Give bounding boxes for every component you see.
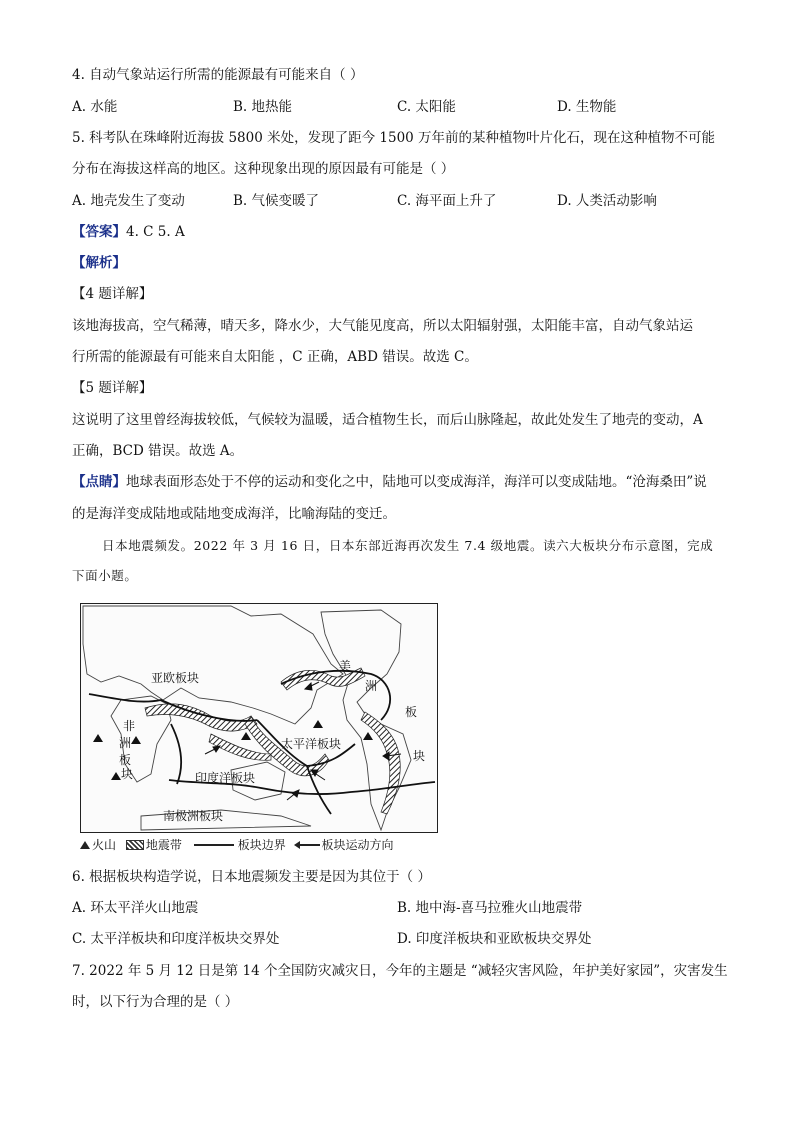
detail4-tag: 【4 题详解】: [72, 286, 153, 302]
answer-text: 4. C 5. A: [126, 224, 185, 240]
q4-option-b: B. 地热能: [233, 99, 293, 115]
quake-belt-legend-icon: [126, 840, 144, 850]
detail5-line1: 这说明了这里曾经海拔较低，气候较为温暖，适合植物生长，而后山脉隆起，故此处发生了地壳的变动，A: [72, 412, 703, 428]
detail4-line2: 行所需的能源最有可能来自太阳能 ，C 正确，ABD 错误。故选 C。: [72, 349, 478, 365]
q4-option-a: A. 水能: [72, 99, 118, 115]
q5-option-b: B. 气候变暖了: [233, 193, 320, 209]
note-line2: 的是海洋变成陆地或陆地变成海洋，比喻海陆的变迁。: [72, 506, 396, 522]
q6-option-d: D. 印度洋板块和亚欧板块交界处: [397, 931, 592, 947]
q5-option-d: D. 人类活动影响: [557, 193, 657, 209]
label-antarctic-plate: 南极洲板块: [163, 809, 224, 823]
answer-line: [72, 223, 185, 241]
q4-option-c: C. 太阳能: [397, 99, 456, 115]
q6-option-b: B. 地中海-喜马拉雅火山地震带: [397, 900, 583, 916]
label-indian-plate: 印度洋板块: [195, 771, 256, 785]
q5-option-c: C. 海平面上升了: [397, 193, 497, 209]
label-american-2: 洲: [365, 679, 378, 693]
q5-option-a: A. 地壳发生了变动: [72, 193, 185, 209]
label-pacific-plate: 太平洋板块: [281, 737, 342, 751]
plate-map: [80, 603, 438, 833]
boundary-legend-icon: [194, 844, 234, 846]
label-african-2: 洲: [119, 736, 132, 750]
legend-boundary: 板块边界: [237, 837, 286, 852]
map-legend: [80, 836, 394, 853]
legend-quake: 地震带: [145, 837, 182, 852]
volcano-legend-icon: [80, 841, 90, 849]
plate-map-svg: [81, 604, 437, 832]
q5-stem-line2: 分布在海拔这样高的地区。这种现象出现的原因最有可能是（ ）: [72, 161, 455, 177]
detail4-line1: 该地海拔高，空气稀薄，晴天多，降水少，大气能见度高，所以太阳辐射强，太阳能丰富，自动气象站运: [72, 318, 693, 334]
label-american-1: 美: [339, 659, 352, 673]
legend-direction: 板块运动方向: [321, 837, 394, 852]
direction-arrow-icon: [298, 844, 320, 846]
detail5-line2: 正确，BCD 错误。故选 A。: [72, 443, 244, 459]
label-eurasian-plate: 亚欧板块: [151, 671, 200, 685]
detail5-tag: 【5 题详解】: [72, 380, 153, 396]
note-line1: [72, 473, 707, 491]
intro-line2: 下面小题。: [72, 568, 138, 583]
note-text-1: 地球表面形态处于不停的运动和变化之中，陆地可以变成海洋，海洋可以变成陆地。“沧海桑田”说: [126, 474, 707, 490]
q4-option-d: D. 生物能: [557, 99, 617, 115]
analysis-tag: 【解析】: [72, 255, 126, 271]
label-american-4: 块: [413, 749, 426, 763]
q5-stem-line1: 5. 科考队在珠峰附近海拔 5800 米处，发现了距今 1500 万年前的某种植物叶片化石，现在这种植物不可能: [72, 130, 716, 146]
label-american-3: 板: [405, 705, 418, 719]
label-african-3: 板: [119, 753, 132, 767]
label-african-1: 非: [123, 719, 136, 733]
label-african-4: 块: [121, 767, 134, 781]
legend-volcano: 火山: [92, 837, 117, 852]
q6-option-a: A. 环太平洋火山地震: [72, 900, 199, 916]
q7-stem-line1: 7. 2022 年 5 月 12 日是第 14 个全国防灾减灾日，今年的主题是 “减轻灾害风险，年护美好家园”，灾害发生: [72, 963, 728, 979]
note-tag: 【点睛】: [72, 474, 126, 490]
q4-stem: 4. 自动气象站运行所需的能源最有可能来自（ ）: [72, 67, 364, 83]
q6-stem: 6. 根据板块构造学说，日本地震频发主要是因为其位于（ ）: [72, 869, 431, 885]
intro-line1: 日本地震频发。2022 年 3 月 16 日，日本东部近海再次发生 7.4 级地震。读六大板块分布示意图，完成: [102, 538, 714, 553]
q7-stem-line2: 时，以下行为合理的是（ ）: [72, 994, 239, 1010]
answer-tag: 【答案】: [72, 224, 126, 240]
q6-option-c: C. 太平洋板块和印度洋板块交界处: [72, 931, 280, 947]
